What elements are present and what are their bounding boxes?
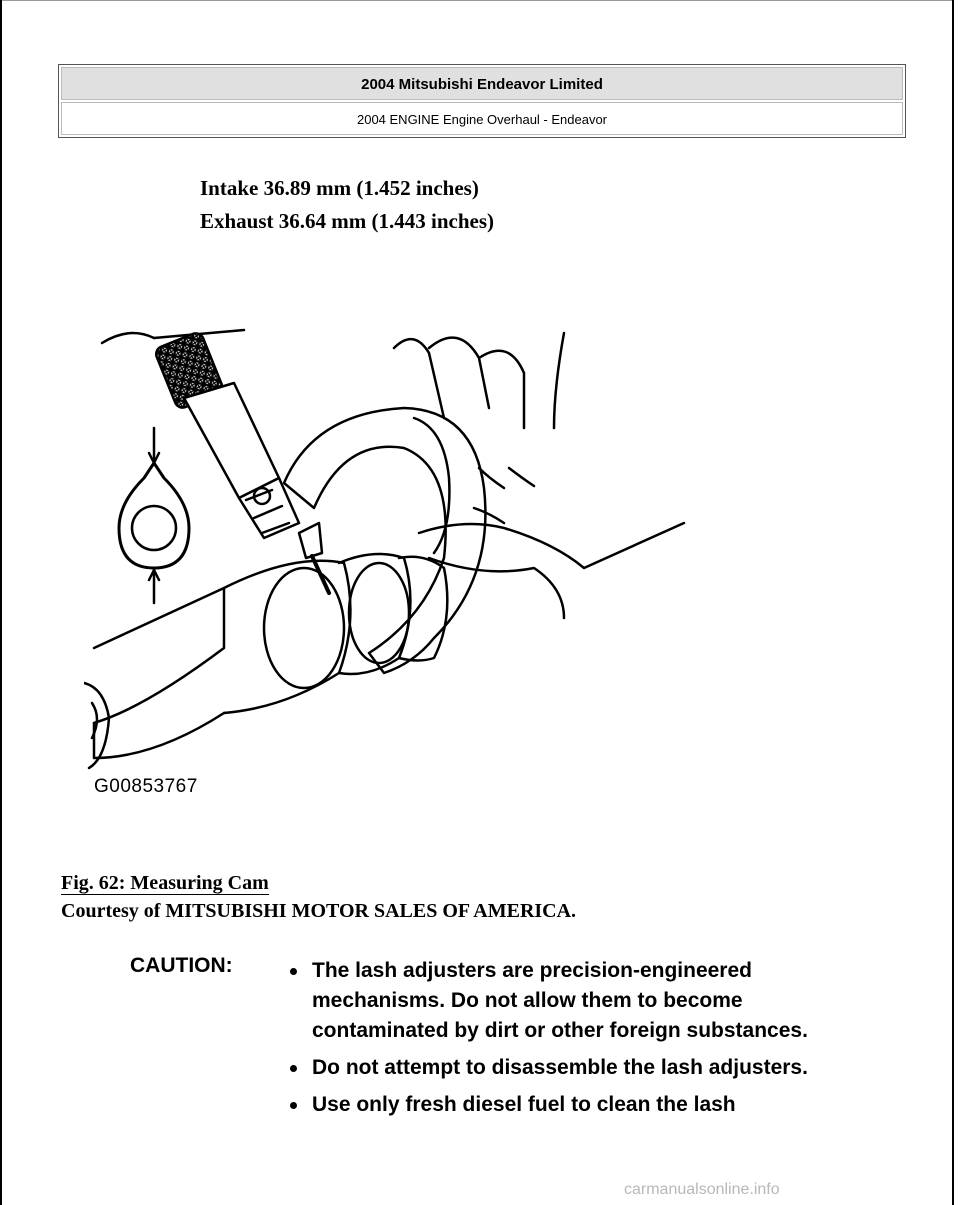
- caution-item: The lash adjusters are precision-engineered mechanisms. Do not allow them to become contaminated by dirt or other foreign substances.: [282, 956, 862, 1046]
- vehicle-title: 2004 Mitsubishi Endeavor Limited: [61, 67, 903, 100]
- site-watermark: carmanualsonline.info: [624, 1181, 780, 1198]
- exhaust-spec: Exhaust 36.64 mm (1.443 inches): [200, 209, 495, 233]
- section-subtitle: 2004 ENGINE Engine Overhaul - Endeavor: [61, 102, 903, 135]
- caution-item: Use only fresh diesel fuel to clean the lash: [282, 1090, 862, 1120]
- caution-item: Do not attempt to disassemble the lash adjusters.: [282, 1053, 862, 1083]
- camshaft-icon: [84, 554, 447, 768]
- figure-caption: Fig. 62: Measuring Cam: [61, 872, 269, 894]
- micrometer-icon: [102, 330, 485, 673]
- intake-spec: Intake 36.89 mm (1.452 inches): [200, 176, 479, 200]
- measuring-cam-illustration: [84, 318, 724, 803]
- figure-code: G00853767: [94, 776, 198, 797]
- cam-profile-icon: [119, 428, 189, 603]
- figure-courtesy: Courtesy of MITSUBISHI MOTOR SALES OF AMERICA.: [61, 900, 577, 922]
- page-right-border: [952, 0, 954, 1205]
- caution-list: [282, 956, 862, 1127]
- document-header: [58, 64, 906, 138]
- caution-label: CAUTION:: [130, 954, 233, 977]
- page-top-border: [0, 0, 954, 1]
- page-left-border: [0, 0, 2, 1205]
